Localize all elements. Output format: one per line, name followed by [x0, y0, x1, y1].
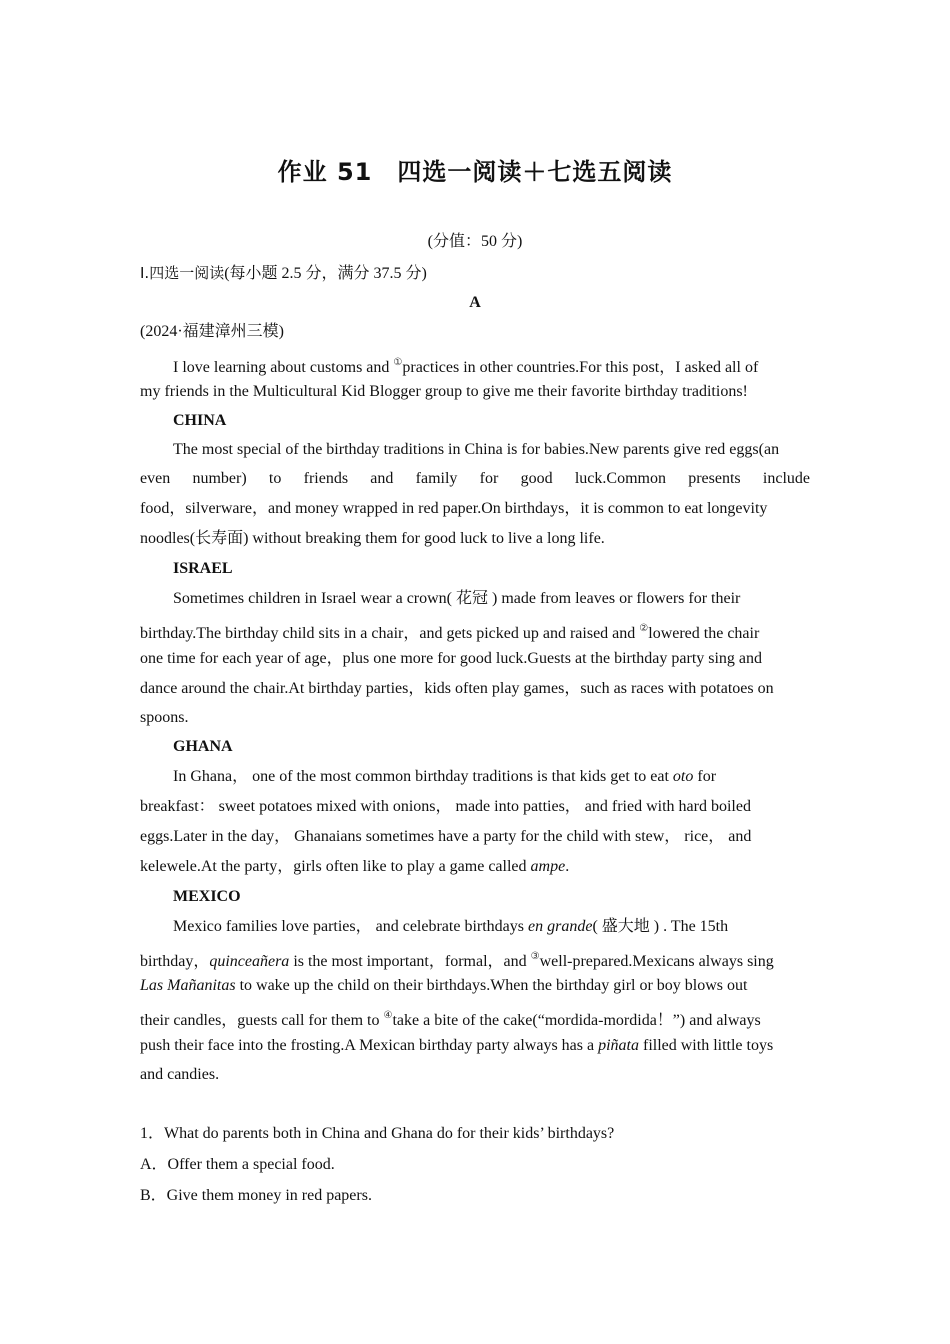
israel-line-4: dance around the chair.At birthday parties，kids often play games，such as races with potatoes on — [140, 680, 774, 697]
passage-letter: A — [469, 294, 481, 311]
ghana-line-3: eggs.Later in the day， Ghanaians sometimes have a party for the child with stew， rice， and — [140, 828, 752, 845]
section-label: Ⅰ.四选一阅读 — [140, 264, 225, 282]
mexico-line-3: Las Mañanitas to wake up the child on their birthdays.When the birthday girl or boy blows out — [140, 977, 748, 994]
israel-line-5: spoons. — [140, 709, 189, 726]
china-line-3: food，silverware，and money wrapped in red paper.On birthdays，it is common to eat longevity — [140, 500, 768, 517]
option-a: A．Offer them a special food. — [140, 1156, 335, 1173]
footnote-marker: ④ — [383, 1010, 393, 1021]
footnote-marker: ① — [393, 357, 403, 368]
mexico-line-1: Mexico families love parties， and celebrate birthdays en grande( 盛大地 ) . The 15th — [173, 918, 729, 935]
option-b: B．Give them money in red papers. — [140, 1187, 372, 1204]
mexico-heading: MEXICO — [173, 888, 241, 905]
ghana-heading: GHANA — [173, 738, 233, 755]
china-heading: CHINA — [173, 412, 227, 429]
footnote-marker: ② — [639, 623, 649, 634]
mexico-line-5: push their face into the frosting.A Mexican birthday party always has a piñata filled with little toys — [140, 1037, 774, 1054]
intro-line-1: I love learning about customs and ①practices in other countries.For this post，I asked all of — [173, 357, 759, 376]
israel-heading: ISRAEL — [173, 560, 233, 577]
intro-line-2: my friends in the Multicultural Kid Blogger group to give me their favorite birthday traditions! — [140, 383, 748, 400]
israel-line-1: Sometimes children in Israel wear a crown( 花冠 ) made from leaves or flowers for their — [173, 590, 741, 607]
israel-line-2: birthday.The birthday child sits in a chair，and gets picked up and raised and ②lowered the chair — [140, 623, 760, 642]
footnote-marker: ③ — [530, 951, 540, 962]
mexico-line-4: their candles，guests call for them to ④take a bite of the cake(“mordida-mordida！”) and always — [140, 1010, 761, 1029]
israel-line-3: one time for each year of age，plus one more for good luck.Guests at the birthday party sing and — [140, 650, 763, 667]
score-note: (分值：50 分) — [427, 233, 523, 250]
mexico-line-2: birthday，quinceañera is the most important，formal，and ③well-prepared.Mexicans always sing — [140, 951, 774, 970]
ghana-line-4: kelewele.At the party，girls often like to play a game called ampe. — [140, 858, 570, 875]
question-stem: 1．What do parents both in China and Ghana do for their kids’ birthdays? — [140, 1125, 615, 1142]
china-line-1: The most special of the birthday traditions in China is for babies.New parents give red eggs(an — [173, 441, 780, 458]
mexico-line-6: and candies. — [140, 1066, 220, 1083]
section-heading — [140, 263, 810, 284]
passage-source: (2024·福建漳州三模) — [140, 323, 284, 340]
page-title: 作业 51 四选一阅读＋七选五阅读 — [277, 158, 673, 186]
ghana-line-1: In Ghana， one of the most common birthday traditions is that kids get to eat oto for — [173, 768, 717, 785]
ghana-line-2: breakfast： sweet potatoes mixed with onions， made into patties， and fried with hard boiled — [140, 798, 751, 815]
china-line-4: noodles(长寿面) without breaking them for good luck to live a long life. — [140, 530, 605, 547]
china-line-2: even number) to friends and family for good luck.Common presents include — [140, 470, 810, 487]
section-detail: (每小题 2.5 分，满分 37.5 分) — [224, 265, 427, 282]
